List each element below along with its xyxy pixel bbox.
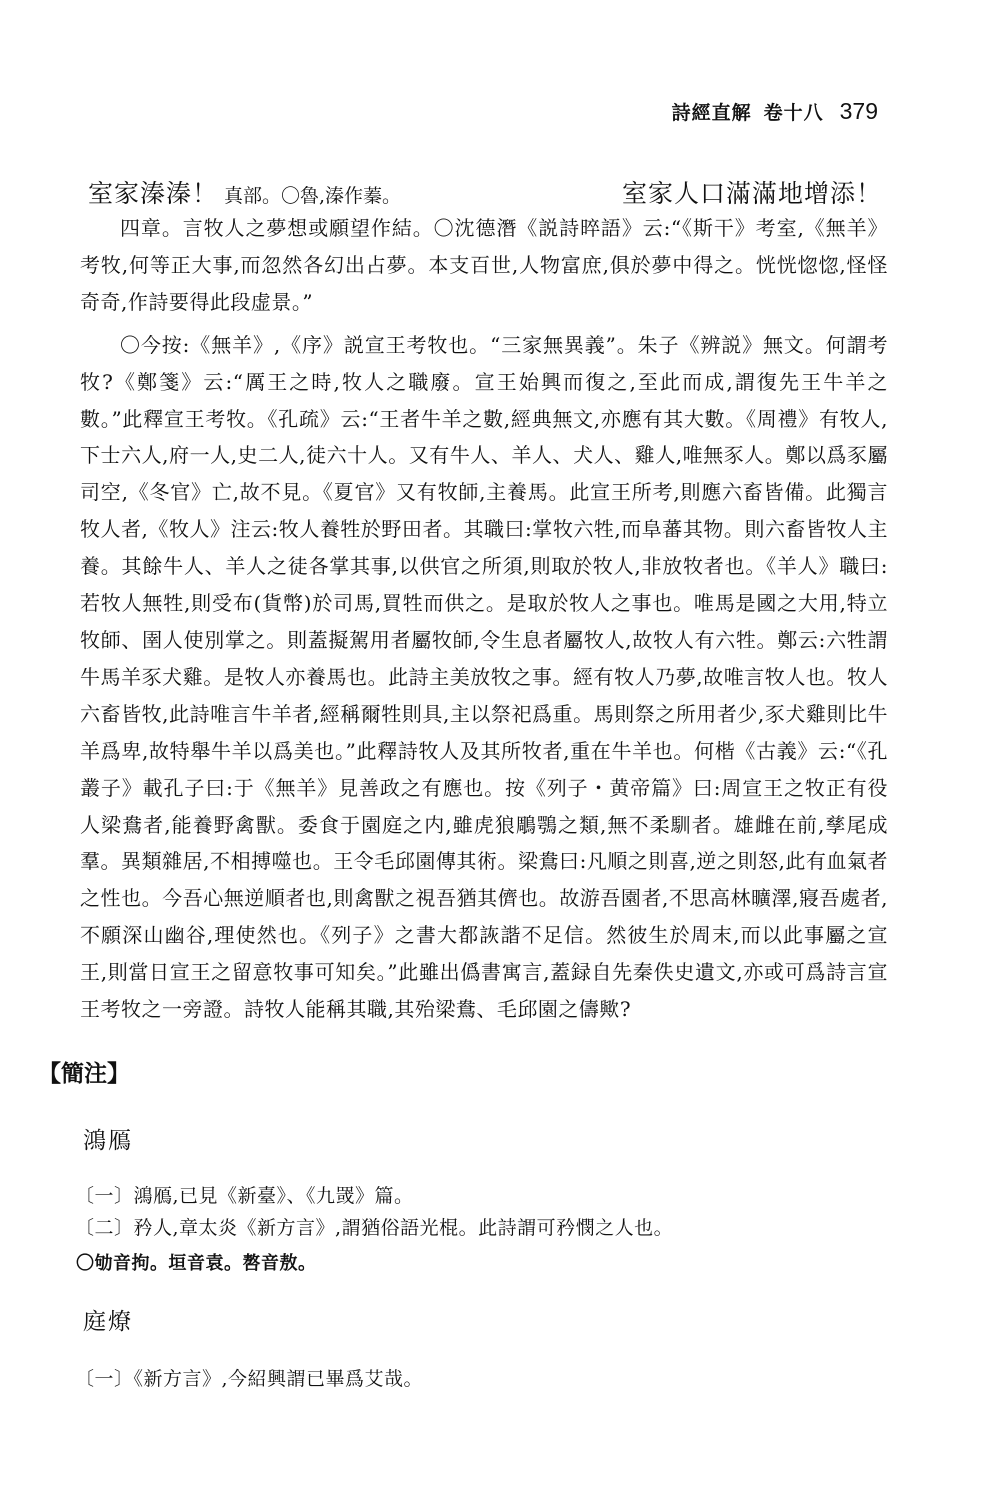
paragraph-author-note: 〇今按:《無羊》,《序》説宣王考牧也。“三家無異義”。朱子《辨説》無文。何謂考牧?《鄭箋》云:“厲王之時,牧人之職廢。宣王始興而復之,至此而成,謂復先王牛羊之數。”此釋宣王考牧。《孔疏》云:“王者牛羊之數,經典無文,亦應有其大數。《周禮》有牧人,下士六人,府一人,史二人,徒六十人。又有牛人、羊人、犬人、雞人,唯無豕人。鄭以爲豕屬司空,《冬官》亡,故不見。《夏官》又有牧師,主養馬。此宣王所考,則應六畜皆備。此獨言牧人者,《牧人》注云:牧人養牲於野田者。其職曰:掌牧六牲,而阜蕃其物。則六畜皆牧人主養。其餘牛人、羊人之徒各掌其事,以供官之所須,則取於牧人,非放牧者也。《羊人》職曰:若牧人無牲,則受布(貨幣)於司馬,買牲而供之。是取於牧人之事也。唯馬是國之大用,特立牧師、圉人使別掌之。則蓋擬駕用者屬牧師,令生息者屬牧人,故牧人有六牲。鄭云:六牲謂牛馬羊豕犬雞。是牧人亦養馬也。此詩主美放牧之事。經有牧人乃夢,故唯言牧人也。牧人六畜皆牧,此詩唯言牛羊者,經稱爾牲則具,主以祭祀爲重。馬則祭之所用者少,豕犬雞則比牛羊爲卑,故特舉牛羊以爲美也。”此釋詩牧人及其所牧者,重在牛羊也。何楷《古義》云:“《孔叢子》載孔子曰:于《無羊》見善政之有應也。按《列子・黄帝篇》曰:周宣王之牧正有役人梁鴦者,能養野禽獸。委食于園庭之内,雖虎狼鵰鶚之類,無不柔馴者。雄雌在前,孳尾成羣。異類雜居,不相搏噬也。王令毛邱園傳其術。梁鴦曰:凡順之則喜,逆之則怒,此有血氣者之性也。今吾心無逆順者也,則禽獸之視吾猶其儕也。故游吾園者,不思高林曠澤,寢吾處者,不願深山幽谷,理使然也。《列子》之書大都詼諧不足信。然彼生於周末,而以此事屬之宣王,則當日宣王之留意牧事可知矣。”此雖出僞書寓言,蓋録自先秦佚史遺文,亦或可爲詩言宣王考牧之一旁證。詩牧人能稱其職,其殆梁鴦、毛邱園之儔歟?: [80, 332, 888, 1022]
poem-rhyme-note: 真部。〇魯,溱作蓁。: [224, 185, 402, 207]
section-title: 【簡注】: [38, 1061, 130, 1087]
subheading-ting-liao: 庭燎: [83, 1309, 133, 1335]
book-title: 詩經直解: [671, 102, 752, 124]
page-header: [672, 98, 878, 125]
subheading-hong-yan: 鴻鴈: [83, 1128, 133, 1154]
paragraph-chapter-four: 四章。言牧人之夢想或願望作結。〇沈德潛《説詩晬語》云:“《斯干》考室,《無羊》考牧,何等正大事,而忽然各幻出占夢。本支百世,人物富庶,俱於夢中得之。恍恍惚惚,怪怪奇奇,作詩要得此段虚景。”: [80, 216, 888, 314]
poem-line: [88, 174, 882, 210]
page-number: 379: [839, 98, 878, 124]
poem-verse: 室家溱溱！: [88, 179, 219, 208]
poem-translation: 室家人口滿滿地增添！: [621, 179, 882, 208]
commentary-body: [80, 210, 888, 1028]
note-item: 〔一〕鴻鴈,已見《新臺》、《九罭》篇。: [75, 1185, 414, 1207]
note-item: 〔二〕矜人,章太炎《新方言》,謂猶俗語光棍。此詩謂可矜憫之人也。: [75, 1217, 674, 1239]
note-item: 〔一〕《新方言》,今紹興謂已畢爲艾哉。: [75, 1368, 424, 1390]
volume-label: 卷十八: [763, 102, 824, 124]
pronunciation-note: 〇劬音拘。垣音袁。嗸音敖。: [76, 1253, 317, 1274]
